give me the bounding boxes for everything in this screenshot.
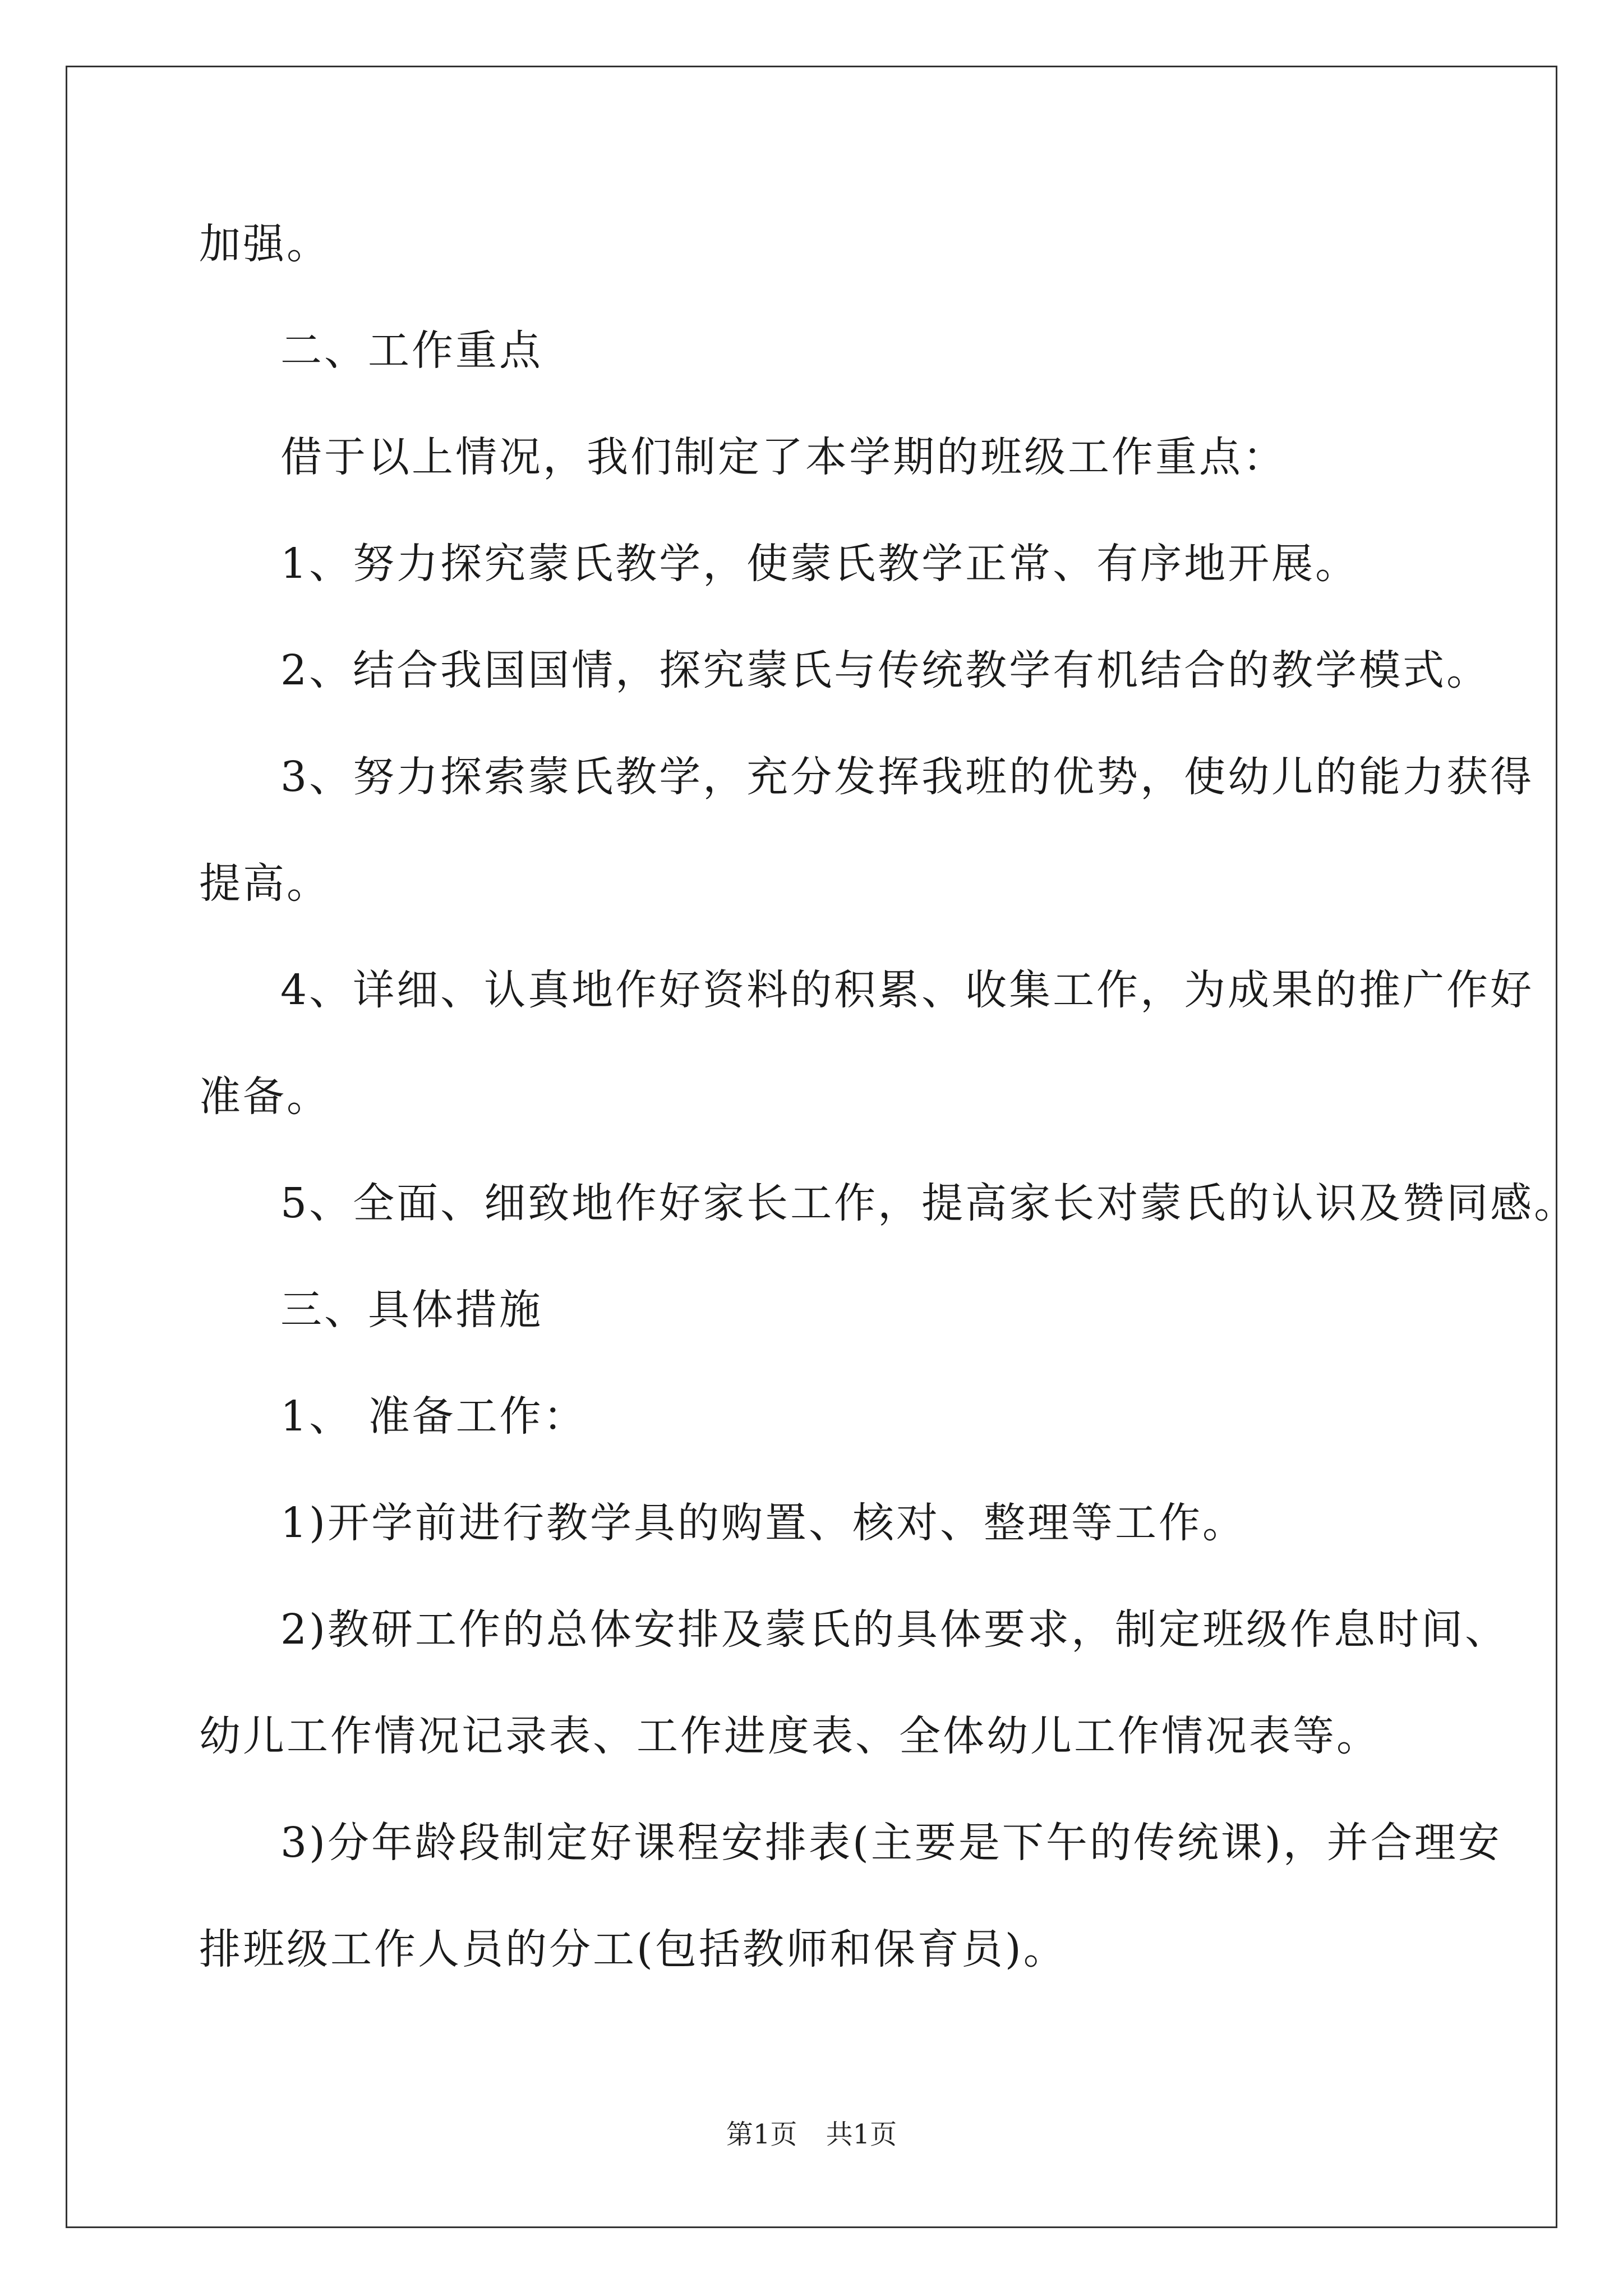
page-total: 共1页 xyxy=(826,2119,897,2150)
text-line: 排班级工作人员的分工(包括教师和保育员)。 xyxy=(199,1925,1067,1973)
page-border xyxy=(66,66,1557,2228)
subsection-heading: 1、 准备工作： xyxy=(280,1392,587,1441)
list-item: 1、努力探究蒙氏教学，使蒙氏教学正常、有序地开展。 xyxy=(280,540,1359,588)
section-heading: 二、工作重点 xyxy=(280,326,543,375)
text-line: 提高。 xyxy=(199,859,330,908)
page-number: 第1页 xyxy=(726,2119,797,2150)
list-item: 1)开学前进行教学具的购置、核对、整理等工作。 xyxy=(280,1499,1246,1547)
list-item: 3、努力探索蒙氏教学，充分发挥我班的优势，使幼儿的能力获得 xyxy=(280,753,1534,801)
text-line: 加强。 xyxy=(199,220,330,268)
list-item: 3)分年龄段制定好课程安排表(主要是下午的传统课)，并合理安 xyxy=(280,1819,1502,1867)
text-line: 准备。 xyxy=(199,1073,330,1121)
text-line: 幼儿工作情况记录表、工作进度表、全体幼儿工作情况表等。 xyxy=(199,1712,1380,1760)
page-footer xyxy=(0,2118,1623,2151)
list-item: 4、详细、认真地作好资料的积累、收集工作，为成果的推广作好 xyxy=(280,966,1534,1014)
text-line: 借于以上情况，我们制定了本学期的班级工作重点： xyxy=(280,433,1287,481)
list-item: 2、结合我国国情，探究蒙氏与传统教学有机结合的教学模式。 xyxy=(280,646,1491,694)
list-item: 2)教研工作的总体安排及蒙氏的具体要求，制定班级作息时间、 xyxy=(280,1605,1509,1654)
section-heading: 三、具体措施 xyxy=(280,1286,543,1334)
list-item: 5、全面、细致地作好家长工作，提高家长对蒙氏的认识及赞同感。 xyxy=(280,1179,1578,1227)
